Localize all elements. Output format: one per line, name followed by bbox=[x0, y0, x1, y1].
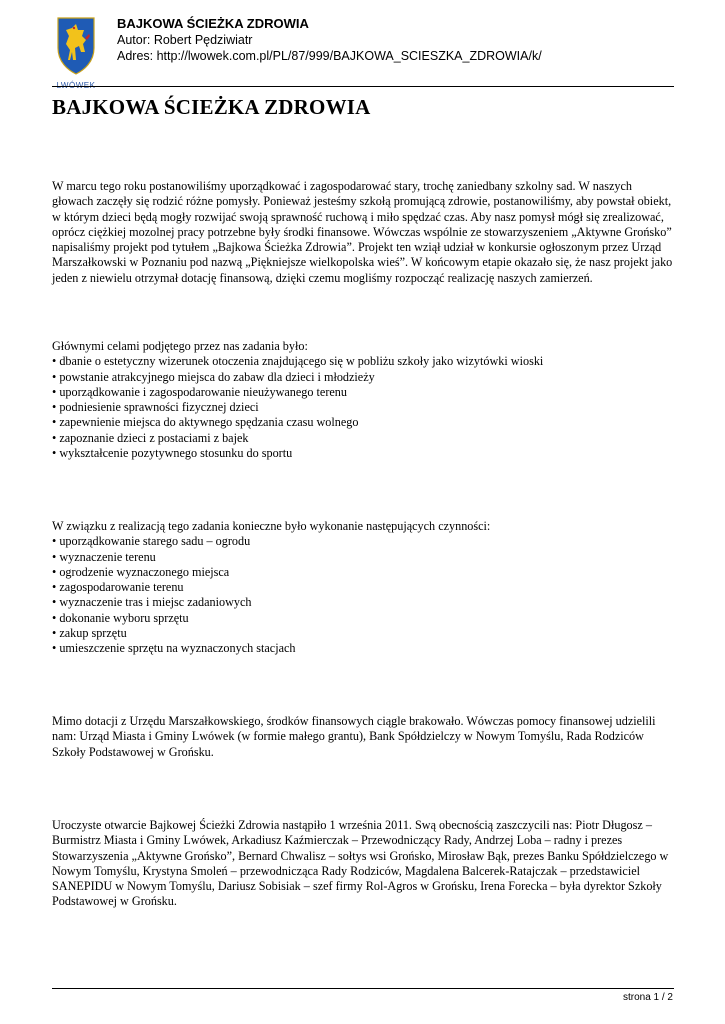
list-item: • zapewnienie miejsca do aktywnego spędzania czasu wolnego bbox=[52, 415, 676, 430]
header-divider bbox=[52, 86, 674, 87]
goals-list bbox=[52, 354, 676, 461]
tasks-list bbox=[52, 534, 676, 656]
document-header bbox=[52, 10, 674, 86]
list-item: • dbanie o estetyczny wizerunek otoczenia znajdującego się w pobliżu szkoły jako wizytówki wioski bbox=[52, 354, 676, 369]
list-item: • ogrodzenie wyznaczonego miejsca bbox=[52, 565, 676, 580]
list-item: • uporządkowanie i zagospodarowanie nieużywanego terenu bbox=[52, 385, 676, 400]
header-author: Autor: Robert Pędziwiatr bbox=[117, 33, 253, 47]
list-item: • zapoznanie dzieci z postaciami z bajek bbox=[52, 431, 676, 446]
list-item: • umieszczenie sprzętu na wyznaczonych stacjach bbox=[52, 641, 676, 656]
opening-paragraph: Uroczyste otwarcie Bajkowej Ścieżki Zdrowia nastąpiło 1 września 2011. Swą obecnością zaszczycili nas: Piotr Długosz – Burmistrz Miasta i Gminy Lwówek, Arkadiusz Kaźmierczak – Przewodniczący Rady, Andrzej Loba – radny i prezes Stowarzyszenia „Aktywne Grońsko”, Bernard Chwalisz – sołtys wsi Grońsko, Mirosław Bąk, prezes Banku Spółdzielczego w Nowym Tomyślu, Krystyna Smoleń – przewodnicząca Rady Rodziców, Magdalena Balcerek-Ratajczak – przedstawiciel SANEPIDU w Nowym Tomyślu, Dariusz Sobisiak – szef firmy Rol-Agros w Grońsku, Irena Forecka – była dyrektor Szkoły Podstawowej w Grońsku. bbox=[52, 818, 669, 909]
list-item: • zagospodarowanie terenu bbox=[52, 580, 676, 595]
footer-divider bbox=[52, 988, 674, 989]
lwowek-coat-of-arms-logo bbox=[52, 14, 100, 86]
goals-section bbox=[52, 339, 676, 461]
coat-of-arms-icon bbox=[52, 14, 100, 78]
list-item: • podniesienie sprawności fizycznej dzieci bbox=[52, 400, 676, 415]
list-item: • wyznaczenie terenu bbox=[52, 550, 676, 565]
list-item: • zakup sprzętu bbox=[52, 626, 676, 641]
header-title: BAJKOWA ŚCIEŻKA ZDROWIA bbox=[117, 16, 309, 31]
goals-intro: Głównymi celami podjętego przez nas zadania było: bbox=[52, 339, 308, 353]
funding-paragraph: Mimo dotacji z Urzędu Marszałkowskiego, środków finansowych ciągle brakowało. Wówczas pomocy finansowej udzielili nam: Urząd Miasta i Gminy Lwówek (w formie małego grantu), Bank Spółdzielczy w Nowym Tomyślu, Rada Rodziców Szkoły Podstawowej w Grońsku. bbox=[52, 714, 656, 759]
list-item: • wyznaczenie tras i miejsc zadaniowych bbox=[52, 595, 676, 610]
list-item: • wykształcenie pozytywnego stosunku do sportu bbox=[52, 446, 676, 461]
page-title: BAJKOWA ŚCIEŻKA ZDROWIA bbox=[52, 95, 371, 119]
tasks-intro: W związku z realizacją tego zadania konieczne było wykonanie następujących czynności: bbox=[52, 519, 491, 533]
page-number: strona 1 / 2 bbox=[622, 992, 673, 1003]
list-item: • powstanie atrakcyjnego miejsca do zabaw dla dzieci i młodzieży bbox=[52, 370, 676, 385]
list-item: • dokonanie wyboru sprzętu bbox=[52, 611, 676, 626]
header-info bbox=[117, 16, 542, 64]
tasks-section bbox=[52, 519, 676, 657]
list-item: • uporządkowanie starego sadu – ogrodu bbox=[52, 534, 676, 549]
intro-paragraph: W marcu tego roku postanowiliśmy uporządkować i zagospodarować stary, trochę zaniedbany szkolny sad. W naszych głowach zaczęły się rodzić różne pomysły. Ponieważ jesteśmy szkołą promującą zdrowie, postanowiliśmy, aby powstał obiekt, w którym dzieci będą mogły rozwijać swoją sprawność ruchową i miło spędzać czas. Aby nasz pomysł mógł się zrealizować, oprócz ciężkiej mozolnej pracy potrzebne były środki finansowe. Wówczas wspólnie ze stowarzyszeniem „Aktywne Grońsko” napisaliśmy projekt pod tytułem „Bajkowa Ścieżka Zdrowia”. Projekt ten wziął udział w konkursie ogłoszonym przez Urząd Marszałkowski w Poznaniu pod nazwą „Piękniejsze wielkopolska wieś”. W końcowym etapie okazało się, że nasz projekt jako jeden z niewielu otrzymał dotację finansową, dzięki czemu mogliśmy rozpocząć realizację naszych zamierzeń. bbox=[52, 179, 673, 285]
header-address: Adres: http://lwowek.com.pl/PL/87/999/BAJKOWA_SCIESZKA_ZDROWIA/k/ bbox=[117, 49, 542, 63]
